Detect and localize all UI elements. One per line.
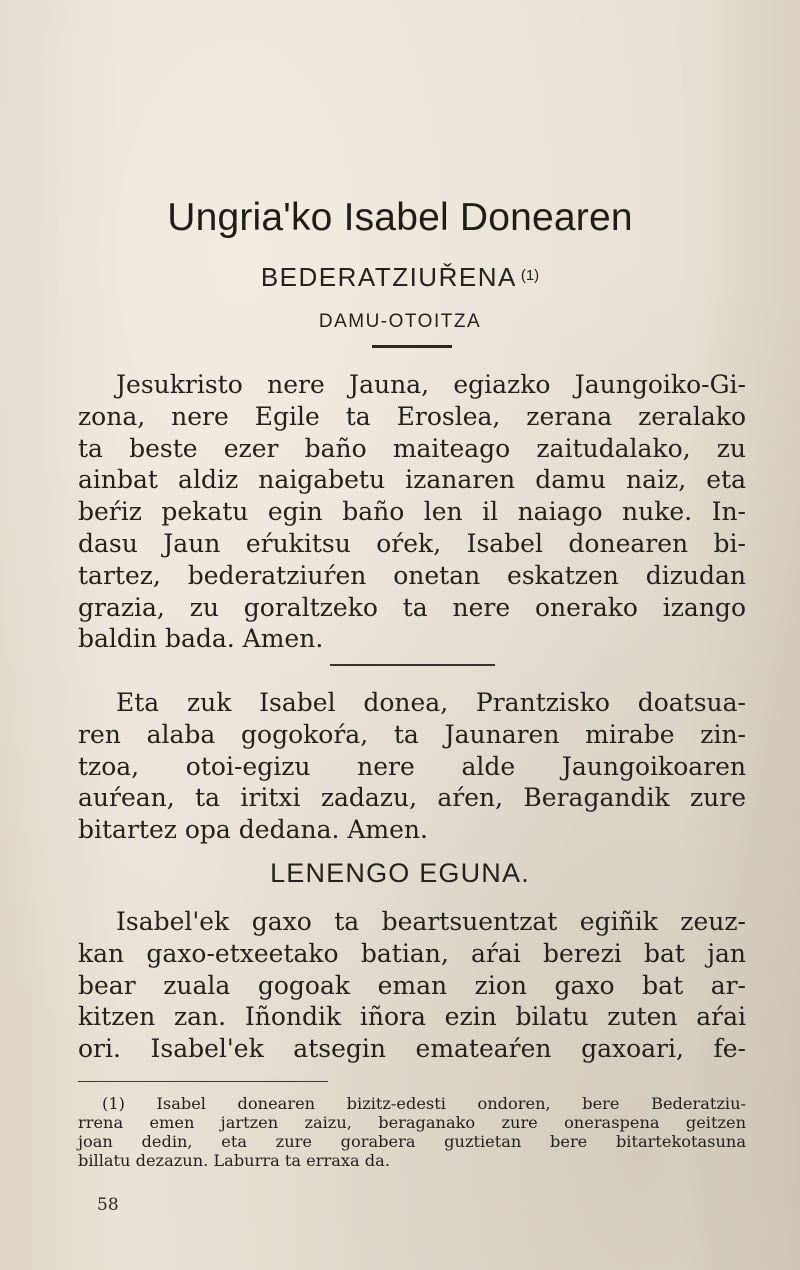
invocation-paragraph bbox=[78, 687, 746, 846]
text-line: ta beste ezer baño maiteago zaitudalako, zu bbox=[78, 433, 746, 463]
footnote-line: rrena emen jartzen zaizu, beraganako zure oneraspena geitzen bbox=[78, 1113, 746, 1132]
footnote-divider bbox=[78, 1081, 328, 1082]
prayer-paragraph bbox=[78, 369, 746, 655]
section-subtitle: DAMU-OTOITZA bbox=[318, 311, 482, 332]
text-line: beŕiz pekatu egin baño len il naiago nuke. In- bbox=[78, 497, 746, 527]
title-divider bbox=[372, 345, 452, 348]
footnote-marker: (1) bbox=[520, 267, 540, 284]
text-line: Eta zuk Isabel donea, Prantzisko doatsua- bbox=[116, 688, 746, 717]
page-number: 58 bbox=[97, 1195, 119, 1215]
text-line: tartez, bederatziuŕen onetan eskatzen dizudan bbox=[78, 560, 746, 590]
footnote-line: billatu dezazun. Laburra ta erraxa da. bbox=[78, 1151, 390, 1170]
text-line: dasu Jaun eŕukitsu oŕek, Isabel donearen bi- bbox=[78, 528, 746, 558]
subtitle-text: BEDERATZIUŘENA bbox=[260, 262, 517, 292]
text-line: ainbat aldiz naigabetu izanaren damu naiz, eta bbox=[78, 465, 746, 495]
paragraph-divider bbox=[330, 664, 495, 666]
footnote bbox=[78, 1094, 746, 1170]
subtitle bbox=[0, 262, 800, 293]
text-line: Isabel'ek gaxo ta beartsuentzat egiñik zeuz- bbox=[116, 907, 746, 936]
text-line: bear zuala gogoak eman zion gaxo bat ar- bbox=[78, 970, 746, 1000]
text-line: grazia, zu goraltzeko ta nere onerako izango bbox=[78, 592, 746, 622]
text-line: kitzen zan. Iñondik iñora ezin bilatu zuten aŕai bbox=[78, 1002, 746, 1032]
text-line: auŕean, ta iritxi zadazu, aŕen, Beragandik zure bbox=[78, 783, 746, 813]
text-line: tzoa, otoi-egizu nere alde Jaungoikoaren bbox=[78, 751, 746, 781]
text-line: Jesukristo nere Jauna, egiazko Jaungoiko-Gi- bbox=[116, 370, 746, 399]
text-line: ori. Isabel'ek atsegin emateaŕen gaxoari, fe- bbox=[78, 1034, 746, 1064]
text-line: baldin bada. Amen. bbox=[78, 624, 324, 654]
text-line: kan gaxo-etxeetako batian, aŕai berezi bat jan bbox=[78, 938, 746, 968]
footnote-line: (1) Isabel donearen bizitz-edesti ondoren, bere Bederatziu- bbox=[102, 1094, 746, 1113]
text-line: ren alaba gogokoŕa, ta Jaunaren mirabe zin- bbox=[78, 719, 746, 749]
day-one-paragraph bbox=[78, 906, 746, 1065]
text-line: zona, nere Egile ta Eroslea, zerana zeralako bbox=[78, 401, 746, 431]
section-heading: LENENGO EGUNA. bbox=[270, 858, 530, 888]
page-title: Ungria'ko Isabel Donearen bbox=[167, 196, 633, 239]
text-line: bitartez opa dedana. Amen. bbox=[78, 815, 428, 845]
footnote-line: joan dedin, eta zure gorabera guztietan bere bitartekotasuna bbox=[78, 1132, 746, 1151]
